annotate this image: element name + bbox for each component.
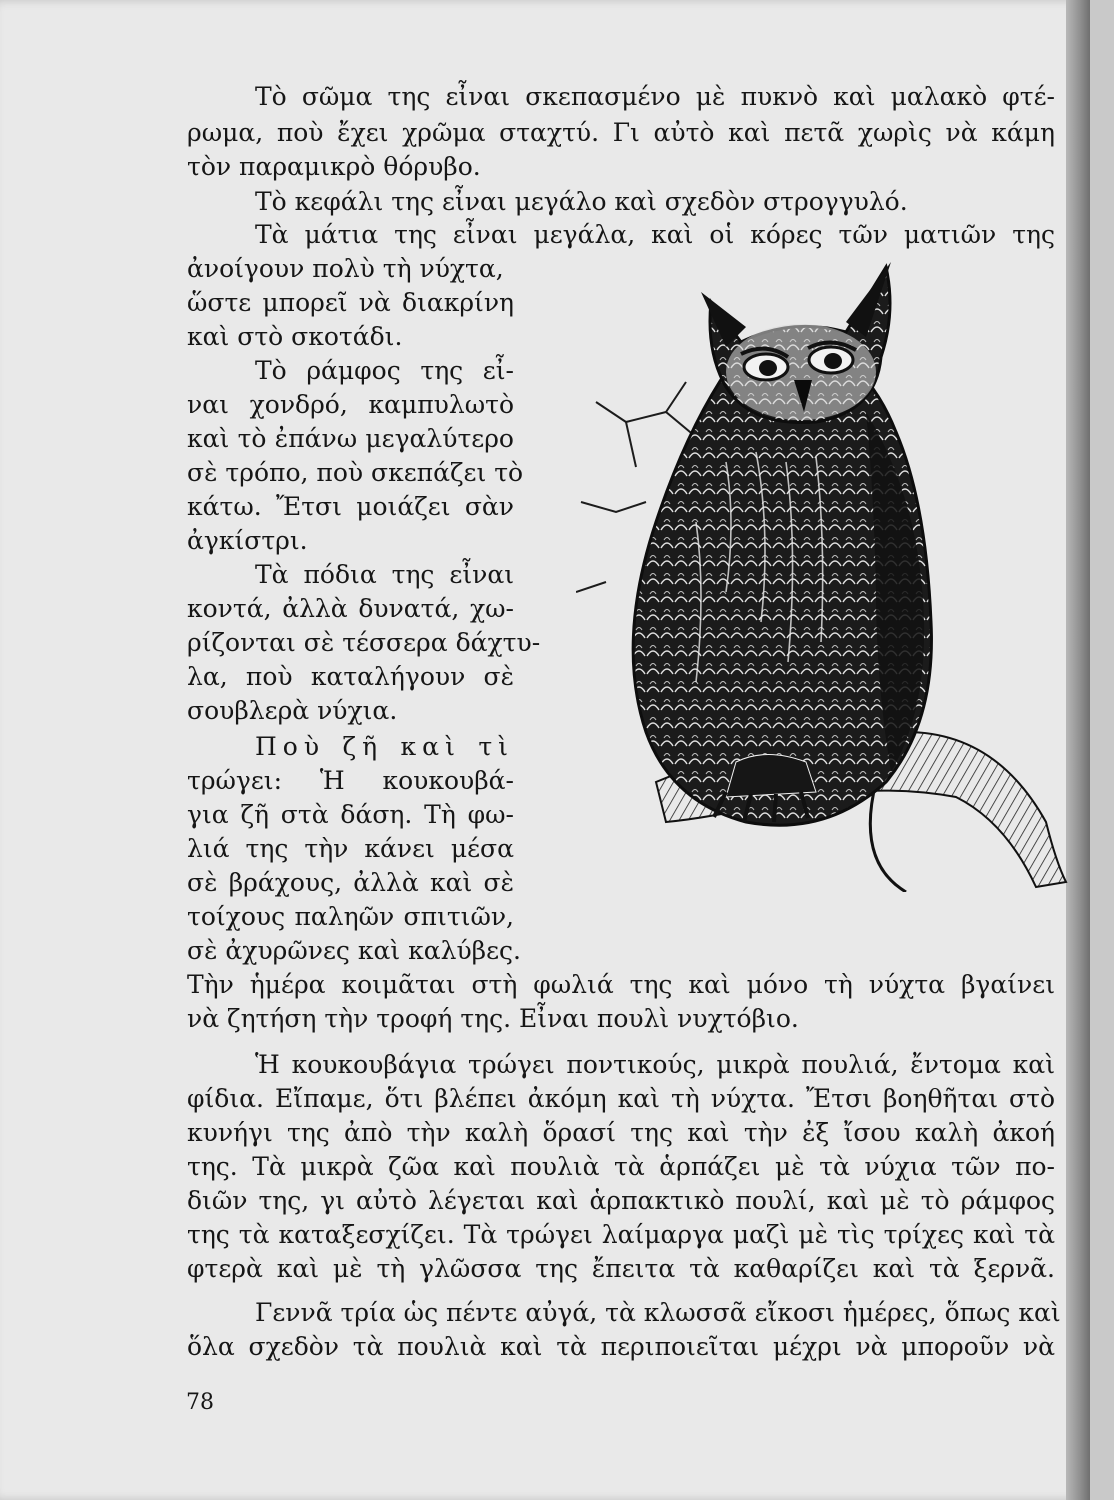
text-line: Τὸ κεφάλι της εἶναι μεγάλο καὶ σχεδὸν στρογγυλό. <box>255 187 908 216</box>
text-line: κυνήγι της ἀπὸ τὴν καλὴ ὅρασί της καὶ τὴν ἐξ ἴσου καλὴ ἀκοή <box>187 1118 1055 1147</box>
text-line: σουβλερὰ νύχια. <box>187 696 398 725</box>
text-line: Γεννᾶ τρία ὡς πέντε αὐγά, τὰ κλωσσᾶ εἴκοσι ἡμέρες, ὅπως καὶ <box>255 1298 1061 1327</box>
text-line: καὶ στὸ σκοτάδι. <box>187 322 403 351</box>
text-line: ρωμα, ποὺ ἔχει χρῶμα σταχτύ. Γι αὐτὸ καὶ πετᾶ χωρὶς νὰ κάμη <box>187 118 1055 147</box>
text-line: ἀνοίγουν πολὺ τὴ νύχτα, <box>187 254 504 283</box>
text-line: της. Τὰ μικρὰ ζῶα καὶ πουλιὰ τὰ ἁρπάζει μὲ τὰ νύχια τῶν πο- <box>187 1152 1055 1181</box>
text-line: καὶ τὸ ἐπάνω μεγαλύτερο <box>187 424 514 453</box>
text-line: σὲ βράχους, ἀλλὰ καὶ σὲ <box>187 868 514 897</box>
text-line: κάτω. Ἔτσι μοιάζει σὰν <box>187 492 514 521</box>
text-line: ναι χονδρό, καμπυλωτὸ <box>187 390 514 419</box>
text-line: Ἡ κουκουβάγια τρώγει ποντικούς, μικρὰ πουλιά, ἔντομα καὶ <box>255 1050 1055 1079</box>
text-line: Τὸ σῶμα της εἶναι σκεπασμένο μὲ πυκνὸ καὶ μαλακὸ φτέ- <box>255 82 1055 111</box>
text-line: σὲ τρόπο, ποὺ σκεπάζει τὸ <box>187 458 524 487</box>
text-line: ὥστε μπορεῖ νὰ διακρίνη <box>187 288 514 317</box>
text-line: της τὰ καταξεσχίζει. Τὰ τρώγει λαίμαργα μαζὶ μὲ τὶς τρίχες καὶ τὰ <box>187 1220 1055 1249</box>
text-line: τρώγει: Ἡ κουκουβά- <box>187 766 514 795</box>
owl-drawing <box>576 262 1076 892</box>
page-number: 78 <box>186 1390 214 1415</box>
text-line: Τὴν ἡμέρα κοιμᾶται στὴ φωλιά της καὶ μόνο τὴ νύχτα βγαίνει <box>187 970 1055 999</box>
text-line: φτερὰ καὶ μὲ τὴ γλῶσσα της ἔπειτα τὰ καθαρίζει καὶ τὰ ξερνᾶ. <box>187 1254 1055 1283</box>
owl-illustration <box>576 262 1076 892</box>
text-line: Τὰ πόδια της εἶναι <box>255 560 514 589</box>
text-line: νὰ ζητήση τὴν τροφή της. Εἶναι πουλὶ νυχτόβιο. <box>187 1004 799 1033</box>
text-line: για ζῆ στὰ δάση. Τὴ φω- <box>187 800 514 829</box>
text-line: Τὸ ράμφος της εἶ- <box>255 356 514 385</box>
text-line: λιά της τὴν κάνει μέσα <box>187 834 514 863</box>
text-line: κοντά, ἀλλὰ δυνατά, χω- <box>187 594 514 623</box>
section-heading: Ποὺ ζῆ καὶ τὶ <box>255 732 514 761</box>
text-line: Τὰ μάτια της εἶναι μεγάλα, καὶ οἱ κόρες τῶν ματιῶν της <box>255 220 1055 249</box>
text-line: φίδια. Εἴπαμε, ὅτι βλέπει ἀκόμη καὶ τὴ νύχτα. Ἔτσι βοηθῆται στὸ <box>187 1084 1055 1113</box>
text-line: ρίζονται σὲ τέσσερα δάχτυ- <box>187 628 541 657</box>
text-line: τοίχους παληῶν σπιτιῶν, <box>187 902 514 931</box>
text-line: λα, ποὺ καταλήγουν σὲ <box>187 662 514 691</box>
text-line: ὅλα σχεδὸν τὰ πουλιὰ καὶ τὰ περιποιεῖται μέχρι νὰ μποροῦν νὰ <box>187 1332 1055 1361</box>
text-line: διῶν της, γι αὐτὸ λέγεται καὶ ἁρπακτικὸ πουλί, καὶ μὲ τὸ ράμφος <box>187 1186 1055 1215</box>
text-line: ἀγκίστρι. <box>187 526 308 555</box>
text-line: τὸν παραμικρὸ θόρυβο. <box>187 152 481 181</box>
text-line: σὲ ἀχυρῶνες καὶ καλύβες. <box>187 936 521 965</box>
